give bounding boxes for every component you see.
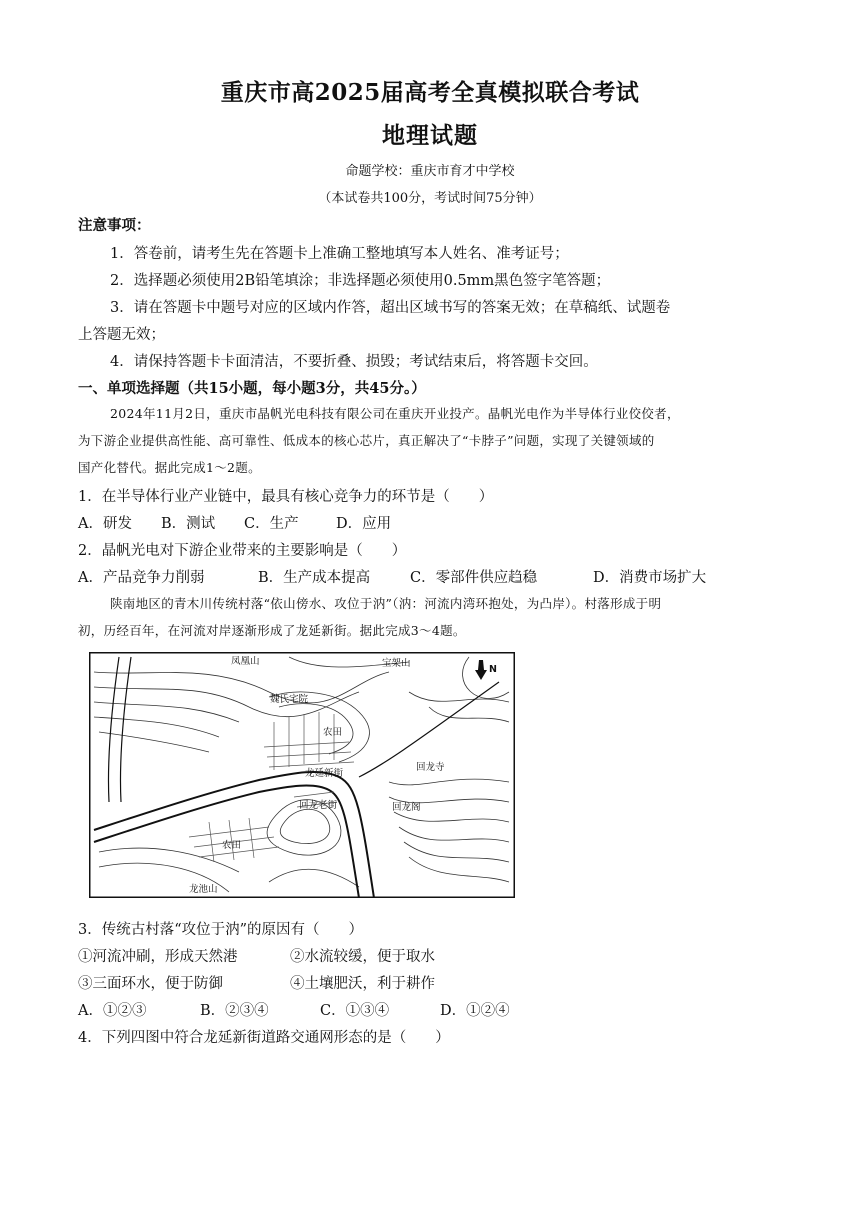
q3-statement-2: ②水流较缓，便于取水 — [290, 949, 435, 965]
q3-statements-row-2 — [78, 972, 784, 993]
exam-info: （本试卷共100分，考试时间75分钟） — [318, 191, 542, 206]
q3-stem: 3．传统古村落“攻位于汭”的原因有（ ） — [78, 922, 364, 938]
passage1-line-2: 为下游企业提供高性能、高可靠性、低成本的核心芯片，真正解决了“卡脖子”问题，实现了关键领域的 — [78, 433, 655, 448]
q1-options — [78, 512, 784, 533]
village-topographic-map — [89, 652, 515, 898]
q3-statement-1: ①河流冲刷，形成天然港 — [78, 949, 238, 965]
map-label-longyan-new-street: 龙延新街 — [305, 768, 344, 779]
q3-statement-4: ④土壤肥沃，利于耕作 — [290, 976, 435, 992]
exam-subject: 地理试题 — [382, 122, 478, 149]
q1-option-b[interactable]: B．测试 — [161, 516, 216, 532]
notice-item-2: 2．选择题必须使用2B铅笔填涂；非选择题必须使用0.5mm黑色签字笔答题； — [110, 273, 611, 289]
map-label-huilong-pavilion: 回龙阁 — [392, 802, 421, 813]
notice-item-3-cont: 上答题无效； — [78, 327, 165, 343]
q1-option-d[interactable]: D．应用 — [336, 516, 392, 532]
q2-option-b[interactable]: B．生产成本提高 — [258, 570, 371, 586]
notice-heading: 注意事项： — [78, 217, 151, 234]
q2-option-a[interactable]: A．产品竞争力削弱 — [78, 570, 205, 586]
map-frame — [90, 653, 515, 898]
map-label-huilong-old-street: 回龙老街 — [299, 800, 338, 811]
exam-school: 命题学校：重庆市育才中学校 — [345, 164, 515, 179]
q1-stem: 1．在半导体行业产业链中，最具有核心竞争力的环节是（ ） — [78, 489, 494, 505]
q4-stem: 4．下列四图中符合龙延新街道路交通网形态的是（ ） — [78, 1030, 450, 1046]
map-label-hill: 宝架山 — [382, 658, 411, 669]
q2-option-d[interactable]: D．消费市场扩大 — [593, 570, 707, 586]
notice-item-3: 3．请在答题卡中题号对应的区域内作答，超出区域书写的答案无效；在草稿纸、试题卷 — [110, 300, 671, 316]
notice-item-4: 4．请保持答题卡卡面清洁，不要折叠、损毁；考试结束后，将答题卡交回。 — [110, 354, 598, 370]
q1-option-a[interactable]: A．研发 — [78, 516, 132, 532]
q3-statement-3: ③三面环水，便于防御 — [78, 976, 223, 992]
map-label-huilong-temple: 回龙寺 — [416, 762, 445, 773]
q2-option-c[interactable]: C．零部件供应趋稳 — [410, 570, 538, 586]
map-label-north: N — [489, 664, 497, 675]
q2-options — [78, 566, 784, 587]
passage1-line-1: 2024年11月2日，重庆市晶帆光电科技有限公司在重庆开业投产。晶帆光电作为半导体行业佼佼者， — [110, 406, 680, 421]
q3-option-b[interactable]: B．②③④ — [200, 1003, 269, 1019]
q1-option-c[interactable]: C．生产 — [244, 516, 299, 532]
section-heading: 一、单项选择题（共15小题，每小题3分，共45分。） — [78, 380, 426, 397]
passage2-line-2: 初，历经百年，在河流对岸逐渐形成了龙延新街。据此完成3～4题。 — [78, 623, 466, 638]
map-label-dragon-pool-mountain: 龙池山 — [189, 884, 218, 895]
map-label-wei-residence: 魏氏宅院 — [270, 694, 309, 705]
q3-option-a[interactable]: A．①②③ — [78, 1003, 147, 1019]
map-label-farmland-2: 农田 — [222, 840, 242, 851]
q3-options — [78, 999, 784, 1020]
passage1-line-3: 国产化替代。据此完成1～2题。 — [78, 460, 261, 475]
notice-item-1: 1．答卷前，请考生先在答题卡上准确工整地填写本人姓名、准考证号； — [110, 246, 569, 262]
q2-stem: 2．晶帆光电对下游企业带来的主要影响是（ ） — [78, 543, 407, 559]
map-label-farmland-1: 农田 — [323, 727, 343, 738]
q3-option-c[interactable]: C．①③④ — [320, 1003, 390, 1019]
map-label-phoenix-mountain: 凤凰山 — [231, 656, 260, 667]
q3-option-d[interactable]: D．①②④ — [440, 1003, 510, 1019]
exam-title: 重庆市高2025届高考全真模拟联合考试 — [220, 79, 640, 106]
passage2-line-1: 陕南地区的青木川传统村落“依山傍水、攻位于汭”（汭：河流内湾环抱处，为凸岸）。村落形成于明 — [110, 596, 662, 611]
q3-statements-row-1 — [78, 945, 784, 966]
